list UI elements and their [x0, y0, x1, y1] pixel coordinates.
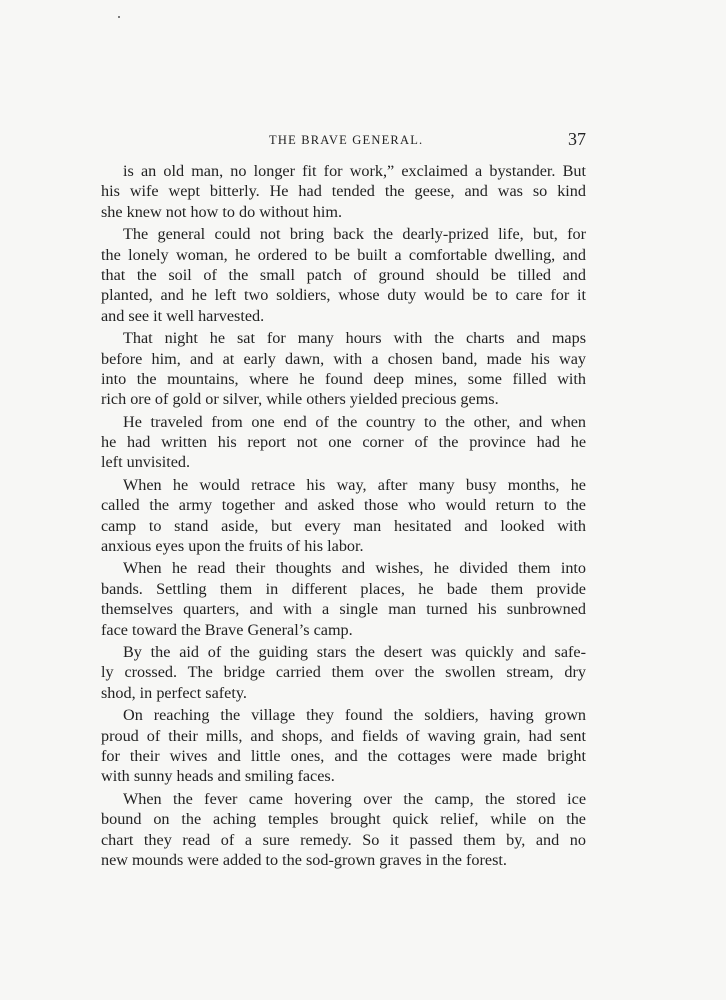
paragraph — [101, 475, 586, 557]
text-line: proud of their mills, and shops, and fields of waving grain, had sent — [101, 726, 586, 745]
text-line: He traveled from one end of the country to the other, and when — [123, 412, 586, 431]
text-line: she knew not how to do without him. — [101, 202, 343, 221]
text-line: the lonely woman, he ordered to be built a comfortable dwelling, and — [101, 245, 586, 264]
text-line: planted, and he left two soldiers, whose duty would be to care for it — [101, 286, 586, 305]
text-line: before him, and at early dawn, with a chosen band, made his way — [101, 349, 586, 368]
paper-speck — [118, 16, 120, 18]
text-line: rich ore of gold or silver, while others yielded precious gems. — [101, 390, 499, 409]
text-line: That night he sat for many hours with the charts and maps — [123, 329, 586, 348]
text-line: he had written his report not one corner of the province had he — [101, 433, 586, 452]
text-line: his wife wept bitterly. He had tended the geese, and was so kind — [101, 182, 586, 201]
text-line: chart they read of a sure remedy. So it passed them by, and no — [101, 830, 586, 849]
text-line: The general could not bring back the dearly-prized life, but, for — [123, 225, 586, 244]
text-line: called the army together and asked those who would return to the — [101, 496, 586, 515]
paragraph — [101, 789, 586, 871]
running-title: THE BRAVE GENERAL. — [269, 133, 424, 147]
text-line: that the soil of the small patch of ground should be tilled and — [101, 265, 586, 284]
page-number: 37 — [568, 129, 586, 149]
paragraph — [101, 161, 586, 222]
text-line: into the mountains, where he found deep mines, some filled with — [101, 369, 586, 388]
text-line: camp to stand aside, but every man hesitated and looked with — [101, 516, 586, 535]
body-text — [101, 161, 586, 872]
paragraph — [101, 558, 586, 640]
text-line: left unvisited. — [101, 453, 191, 472]
paragraph — [101, 705, 586, 787]
text-line: is an old man, no longer fit for work,” exclaimed a bystander. But — [123, 162, 586, 180]
text-line: bound on the aching temples brought quick relief, while on the — [101, 810, 586, 829]
text-line: On reaching the village they found the soldiers, having grown — [123, 706, 586, 725]
text-line: with sunny heads and smiling faces. — [101, 767, 335, 786]
text-line: ly crossed. The bridge carried them over the swollen stream, dry — [101, 663, 586, 682]
text-line: new mounds were added to the sod-grown graves in the forest. — [101, 850, 507, 869]
paragraph — [101, 642, 586, 703]
text-line: When he read their thoughts and wishes, he divided them into — [123, 559, 586, 578]
text-line: bands. Settling them in different places, he bade them provide — [101, 579, 586, 598]
text-line: anxious eyes upon the fruits of his labor. — [101, 537, 364, 556]
text-line: By the aid of the guiding stars the desert was quickly and safe- — [123, 642, 586, 661]
paragraph — [101, 412, 586, 473]
text-line: for their wives and little ones, and the cottages were made bright — [101, 746, 586, 765]
paragraph — [101, 328, 586, 410]
text-line: When he would retrace his way, after many busy months, he — [123, 475, 586, 494]
text-line: face toward the Brave General’s camp. — [101, 620, 353, 639]
text-line: When the fever came hovering over the camp, the stored ice — [123, 789, 586, 808]
paragraph — [101, 224, 586, 326]
page-header — [101, 129, 586, 153]
text-line: and see it well harvested. — [101, 306, 265, 325]
text-line: shod, in perfect safety. — [101, 683, 247, 702]
text-line: themselves quarters, and with a single man turned his sunbrowned — [101, 600, 586, 619]
